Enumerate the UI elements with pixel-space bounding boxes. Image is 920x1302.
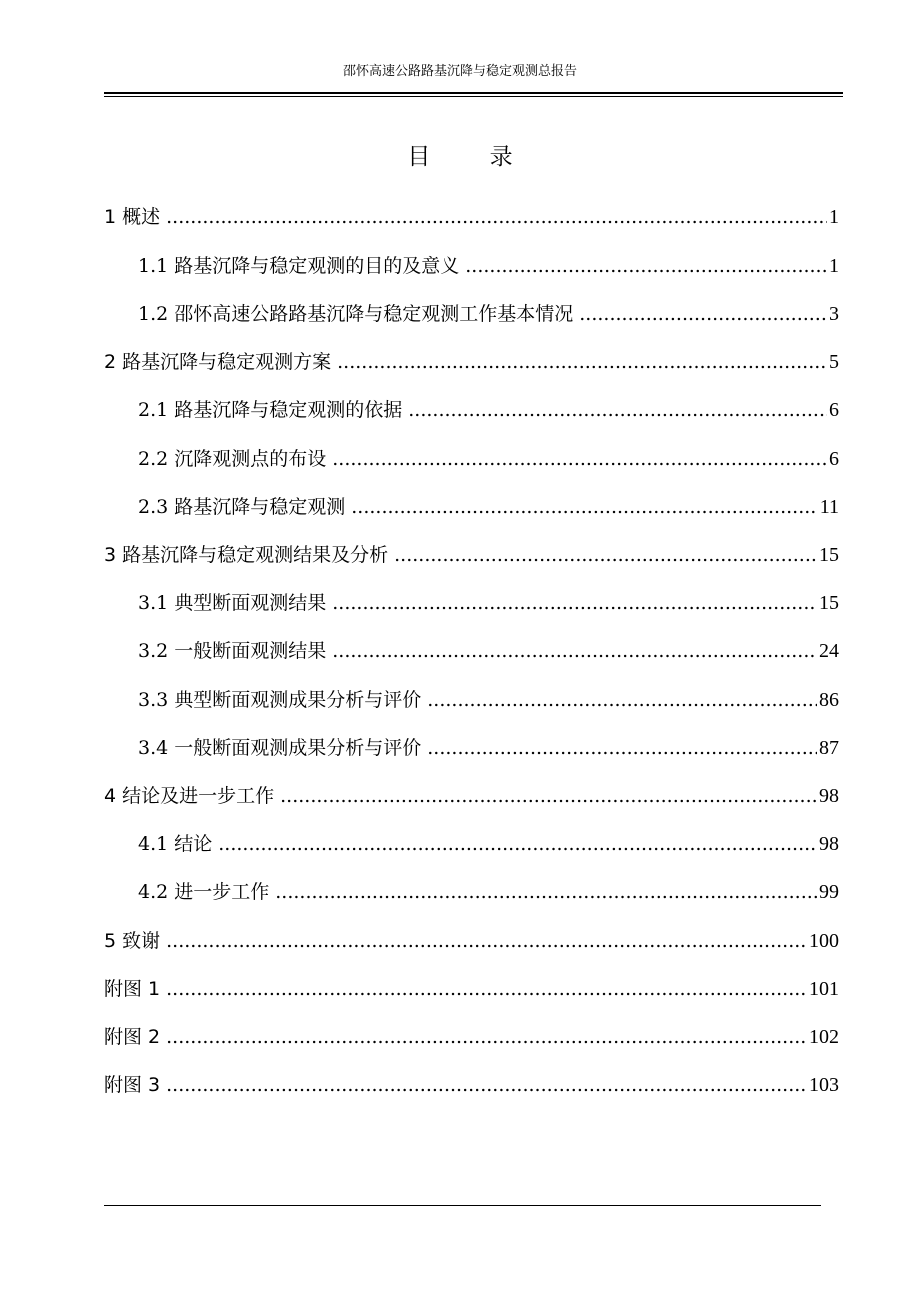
toc-entry-leader bbox=[337, 347, 827, 377]
toc-entry-page: 6 bbox=[829, 448, 839, 470]
toc-entry-label: 3 路基沉降与稳定观测结果及分析 bbox=[104, 544, 389, 566]
toc-entry-label: 3.4 一般断面观测成果分析与评价 bbox=[138, 737, 422, 759]
toc-entry-leader bbox=[280, 781, 817, 811]
toc-entry-label: 5 致谢 bbox=[104, 930, 161, 952]
toc-entry-page: 11 bbox=[819, 496, 839, 518]
toc-entry-page: 1 bbox=[829, 206, 839, 228]
toc-entry-page: 15 bbox=[819, 544, 839, 566]
toc-entry-leader bbox=[408, 395, 827, 425]
toc-entry-page: 15 bbox=[819, 592, 839, 614]
toc-title: 目 录 bbox=[407, 144, 539, 170]
toc-entry-page: 3 bbox=[829, 303, 839, 325]
toc-entry-page: 24 bbox=[819, 640, 839, 662]
toc-entry-leader bbox=[166, 974, 807, 1004]
toc-entry-label: 1 概述 bbox=[104, 206, 161, 228]
toc-entry-leader bbox=[465, 251, 827, 281]
toc-entry[interactable] bbox=[138, 685, 839, 715]
toc-entry-page: 5 bbox=[829, 351, 839, 373]
toc-entry[interactable] bbox=[138, 588, 839, 618]
toc-entry-page: 86 bbox=[819, 689, 839, 711]
toc-entry-label: 4.2 进一步工作 bbox=[138, 881, 270, 903]
toc-entry-page: 87 bbox=[819, 737, 839, 759]
toc-entry[interactable] bbox=[138, 877, 839, 907]
toc-entry-page: 98 bbox=[819, 785, 839, 807]
toc-entry-label: 2.3 路基沉降与稳定观测 bbox=[138, 496, 346, 518]
toc-entry[interactable] bbox=[104, 974, 839, 1004]
toc-entry-leader bbox=[394, 540, 817, 570]
toc-entry[interactable] bbox=[138, 492, 839, 522]
toc-entry-label: 4.1 结论 bbox=[138, 833, 213, 855]
toc-entry-label: 4 结论及进一步工作 bbox=[104, 785, 275, 807]
toc-entry-leader bbox=[351, 492, 817, 522]
toc-entry-leader bbox=[275, 877, 817, 907]
toc-entry[interactable] bbox=[138, 444, 839, 474]
footer-rule bbox=[104, 1205, 821, 1206]
toc-entry[interactable] bbox=[138, 829, 839, 859]
toc-entry-page: 98 bbox=[819, 833, 839, 855]
toc-entry-label: 3.2 一般断面观测结果 bbox=[138, 640, 327, 662]
toc-entry[interactable] bbox=[104, 540, 839, 570]
toc-entry-leader bbox=[332, 636, 817, 666]
toc-entry[interactable] bbox=[138, 636, 839, 666]
toc-entry-leader bbox=[332, 588, 817, 618]
toc-entry-page: 102 bbox=[809, 1026, 839, 1048]
toc-entry-label: 附图 1 bbox=[104, 978, 161, 1000]
toc-entry[interactable] bbox=[104, 202, 839, 232]
toc-entry-label: 2.2 沉降观测点的布设 bbox=[138, 448, 327, 470]
toc-entry-label: 1.1 路基沉降与稳定观测的目的及意义 bbox=[138, 255, 460, 277]
toc-entry-leader bbox=[427, 685, 817, 715]
toc-entry[interactable] bbox=[138, 299, 839, 329]
toc-entry-page: 103 bbox=[809, 1074, 839, 1096]
toc-entry-label: 附图 2 bbox=[104, 1026, 161, 1048]
toc-entry-leader bbox=[427, 733, 817, 763]
toc-entry[interactable] bbox=[138, 395, 839, 425]
toc-entry-label: 3.3 典型断面观测成果分析与评价 bbox=[138, 689, 422, 711]
toc-entry[interactable] bbox=[104, 1070, 839, 1100]
toc-entry-label: 2 路基沉降与稳定观测方案 bbox=[104, 351, 332, 373]
toc-entry[interactable] bbox=[138, 733, 839, 763]
toc-entry-label: 1.2 邵怀高速公路路基沉降与稳定观测工作基本情况 bbox=[138, 303, 574, 325]
toc-entry-label: 3.1 典型断面观测结果 bbox=[138, 592, 327, 614]
toc-entry-leader bbox=[166, 926, 807, 956]
toc-entry[interactable] bbox=[104, 347, 839, 377]
toc-entry-leader bbox=[579, 299, 827, 329]
toc-entry-leader bbox=[332, 444, 827, 474]
toc-entry[interactable] bbox=[104, 781, 839, 811]
toc-entry[interactable] bbox=[104, 926, 839, 956]
toc-entry-page: 100 bbox=[809, 930, 839, 952]
toc-entry-leader bbox=[166, 1022, 807, 1052]
toc-entry-page: 1 bbox=[829, 255, 839, 277]
running-header: 邵怀高速公路路基沉降与稳定观测总报告 bbox=[342, 64, 577, 79]
toc-entry-label: 2.1 路基沉降与稳定观测的依据 bbox=[138, 399, 403, 421]
toc-entry-label: 附图 3 bbox=[104, 1074, 161, 1096]
toc-entry-page: 99 bbox=[819, 881, 839, 903]
toc-entry[interactable] bbox=[138, 251, 839, 281]
toc-entry-leader bbox=[166, 1070, 807, 1100]
toc-entry-page: 6 bbox=[829, 399, 839, 421]
toc-entry-leader bbox=[218, 829, 817, 859]
toc-entry-page: 101 bbox=[809, 978, 839, 1000]
toc-entry[interactable] bbox=[104, 1022, 839, 1052]
toc-entry-leader bbox=[166, 202, 827, 232]
